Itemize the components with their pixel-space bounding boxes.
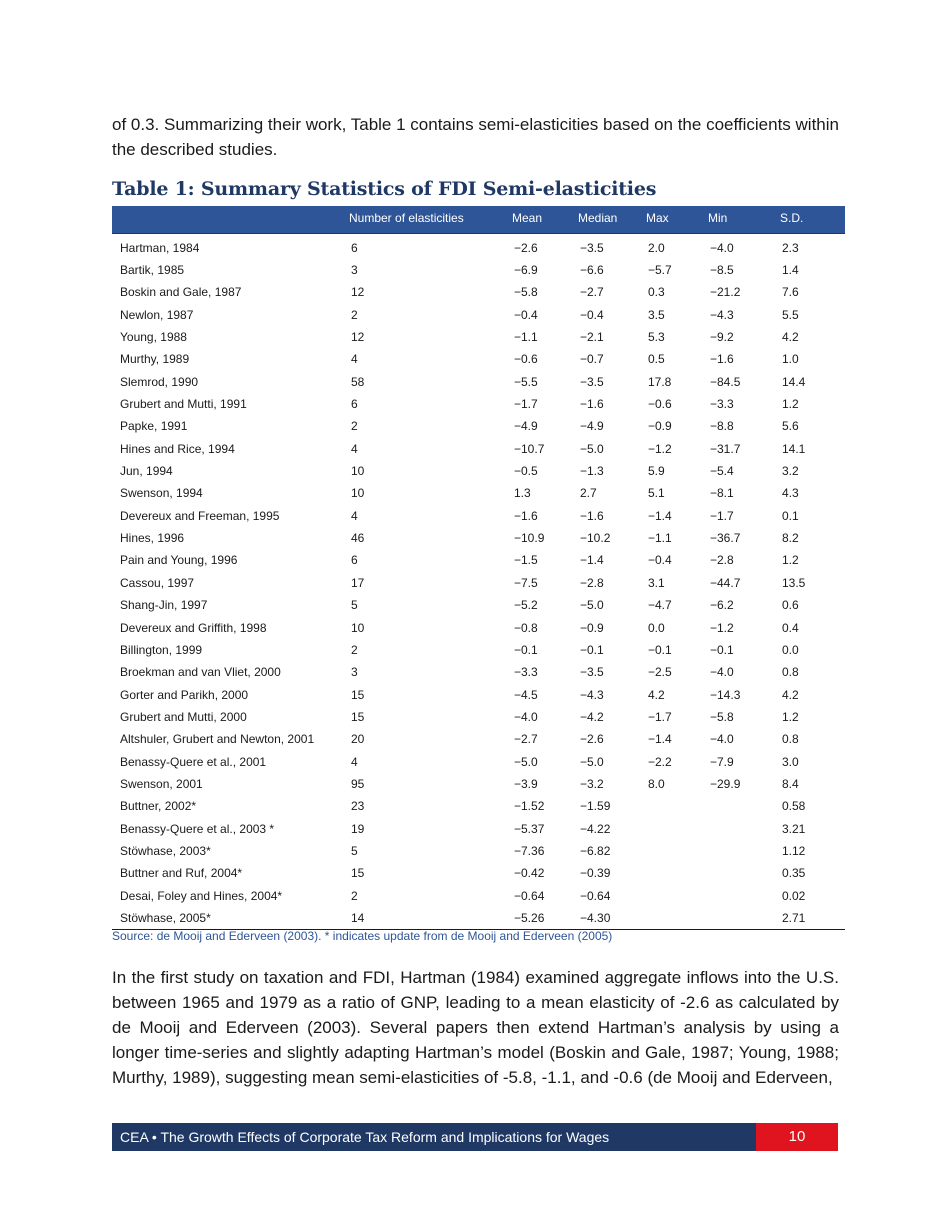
header-sd: S.D. [780, 211, 804, 226]
cell-median: −10.2 [580, 531, 611, 546]
cell-sd: 1.2 [782, 397, 799, 412]
cell-mean: −5.26 [514, 910, 545, 925]
cell-number: 6 [351, 240, 358, 255]
cell-study: Grubert and Mutti, 1991 [120, 397, 247, 412]
cell-median: −0.64 [580, 888, 611, 903]
cell-mean: −1.7 [514, 397, 538, 412]
cell-median: −4.30 [580, 910, 611, 925]
cell-mean: −0.64 [514, 888, 545, 903]
cell-max: −2.5 [648, 665, 672, 680]
cell-study: Billington, 1999 [120, 642, 203, 657]
cell-sd: 1.2 [782, 553, 799, 568]
header-number: Number of elasticities [349, 211, 464, 226]
cell-study: Young, 1988 [120, 330, 187, 345]
cell-min: −29.9 [710, 776, 741, 791]
cell-sd: 4.2 [782, 687, 799, 702]
cell-number: 58 [351, 374, 365, 389]
cell-sd: 1.12 [782, 843, 806, 858]
cell-min: −4.0 [710, 732, 734, 747]
cell-study: Buttner, 2002* [120, 799, 197, 814]
cell-median: −2.7 [580, 285, 604, 300]
cell-study: Hines, 1996 [120, 531, 185, 546]
table-row [112, 259, 845, 281]
cell-min: −4.0 [710, 240, 734, 255]
table-row [112, 527, 845, 549]
cell-sd: 0.0 [782, 642, 799, 657]
cell-study: Swenson, 2001 [120, 776, 203, 791]
table-row [112, 639, 845, 661]
header-median: Median [578, 211, 618, 226]
cell-number: 4 [351, 508, 358, 523]
cell-study: Gorter and Parikh, 2000 [120, 687, 249, 702]
table-row [112, 281, 845, 303]
cell-sd: 7.6 [782, 285, 799, 300]
cell-median: −1.3 [580, 464, 604, 479]
cell-mean: −3.3 [514, 665, 538, 680]
cell-max [640, 817, 702, 839]
table-row [112, 233, 845, 259]
header-study [112, 206, 343, 233]
cell-max: 8.0 [648, 776, 665, 791]
cell-number: 3 [351, 263, 358, 278]
cell-study: Devereux and Griffith, 1998 [120, 620, 267, 635]
header-min: Min [708, 211, 728, 226]
cell-sd: 0.4 [782, 620, 799, 635]
cell-min: −1.2 [710, 620, 734, 635]
table-body [112, 233, 845, 930]
cell-study: Broekman and van Vliet, 2000 [120, 665, 281, 680]
cell-sd: 0.6 [782, 598, 799, 613]
cell-mean: −0.8 [514, 620, 538, 635]
cell-median: 2.7 [580, 486, 597, 501]
cell-median: −1.4 [580, 553, 604, 568]
cell-number: 23 [351, 799, 365, 814]
cell-median: −4.2 [580, 709, 604, 724]
cell-sd: 3.0 [782, 754, 799, 769]
cell-min: −84.5 [710, 374, 741, 389]
table-row [112, 371, 845, 393]
table-row [112, 706, 845, 728]
cell-sd: 5.6 [782, 419, 799, 434]
cell-study: Stöwhase, 2003* [120, 843, 211, 858]
table-row [112, 572, 845, 594]
cell-median: −2.8 [580, 575, 604, 590]
cell-sd: 1.4 [782, 263, 799, 278]
cell-max: −1.7 [648, 709, 672, 724]
cell-number: 12 [351, 285, 365, 300]
cell-study: Hartman, 1984 [120, 240, 200, 255]
cell-number: 15 [351, 709, 365, 724]
table-row [112, 661, 845, 683]
cell-sd: 0.58 [782, 799, 806, 814]
cell-max: −1.4 [648, 732, 672, 747]
cell-max [640, 884, 702, 906]
cell-max [640, 840, 702, 862]
table-row [112, 505, 845, 527]
body-paragraph-bottom: In the first study on taxation and FDI, Hartman (1984) examined aggregate inflows into the U.S. between 1965 and 1979 as a ratio of GNP, leading to a mean elasticity of -2.6 as calculated by de Mooij and Ederveen (2003). Several papers then extend Hartman’s analysis by using a longer time-series and slightly adapting Hartman’s model (Boskin and Gale, 1987; Young, 1988; Murthy, 1989), suggesting mean semi-elasticities of -5.8, -1.1, and -0.6 (de Mooij and Ederveen, [112, 968, 839, 1087]
header-mean: Mean [512, 211, 543, 226]
cell-mean: −2.7 [514, 732, 538, 747]
cell-study: Papke, 1991 [120, 419, 188, 434]
cell-study: Jun, 1994 [120, 464, 173, 479]
cell-number: 10 [351, 620, 365, 635]
cell-sd: 4.3 [782, 486, 799, 501]
cell-min [702, 817, 774, 839]
cell-min: −14.3 [710, 687, 741, 702]
cell-number: 2 [351, 888, 358, 903]
cell-study: Murthy, 1989 [120, 352, 190, 367]
cell-max [640, 862, 702, 884]
table-row [112, 438, 845, 460]
body-paragraph-top: of 0.3. Summarizing their work, Table 1 contains semi-elasticities based on the coefficients within the described studies. [112, 115, 839, 159]
cell-study: Hines and Rice, 1994 [120, 441, 235, 456]
table-row [112, 817, 845, 839]
cell-median: −3.5 [580, 374, 604, 389]
cell-max: 5.3 [648, 330, 665, 345]
cell-min: −1.7 [710, 508, 734, 523]
cell-number: 10 [351, 486, 365, 501]
cell-number: 14 [351, 910, 365, 925]
cell-mean: −2.6 [514, 240, 538, 255]
cell-min: −3.3 [710, 397, 734, 412]
cell-number: 20 [351, 732, 365, 747]
cell-median: −4.22 [580, 821, 611, 836]
cell-mean: −5.5 [514, 374, 538, 389]
cell-min [702, 840, 774, 862]
cell-mean: −4.5 [514, 687, 538, 702]
cell-study: Bartik, 1985 [120, 263, 185, 278]
cell-mean: −5.37 [514, 821, 545, 836]
cell-number: 2 [351, 642, 358, 657]
cell-min: −8.5 [710, 263, 734, 278]
table-row [112, 884, 845, 906]
cell-mean: −3.9 [514, 776, 538, 791]
cell-sd: 14.1 [782, 441, 806, 456]
table-row [112, 482, 845, 504]
cell-max: 4.2 [648, 687, 665, 702]
cell-max [640, 795, 702, 817]
cell-max [640, 907, 702, 930]
cell-mean: −1.6 [514, 508, 538, 523]
cell-max: 17.8 [648, 374, 672, 389]
cell-study: Cassou, 1997 [120, 575, 195, 590]
cell-median: −5.0 [580, 441, 604, 456]
cell-number: 12 [351, 330, 365, 345]
cell-max: −0.1 [648, 642, 672, 657]
cell-median: −0.9 [580, 620, 604, 635]
table-row [112, 728, 845, 750]
table-row [112, 594, 845, 616]
table-row [112, 415, 845, 437]
cell-study: Slemrod, 1990 [120, 374, 199, 389]
cell-mean: −5.2 [514, 598, 538, 613]
cell-mean: −0.42 [514, 866, 545, 881]
cell-max: −1.1 [648, 531, 672, 546]
table-source-note: Source: de Mooij and Ederveen (2003). * indicates update from de Mooij and Ederveen (2005) [112, 929, 613, 943]
cell-median: −2.1 [580, 330, 604, 345]
cell-mean: −5.0 [514, 754, 538, 769]
cell-sd: 0.35 [782, 866, 806, 881]
cell-sd: 5.5 [782, 307, 799, 322]
cell-max: 2.0 [648, 240, 665, 255]
cell-study: Altshuler, Grubert and Newton, 2001 [120, 732, 315, 747]
table-row [112, 750, 845, 772]
cell-number: 10 [351, 464, 365, 479]
cell-number: 6 [351, 397, 358, 412]
cell-sd: 1.2 [782, 709, 799, 724]
cell-median: −1.59 [580, 799, 611, 814]
cell-number: 15 [351, 866, 365, 881]
cell-max: 0.5 [648, 352, 665, 367]
cell-mean: −5.8 [514, 285, 538, 300]
cell-max: 0.0 [648, 620, 665, 635]
cell-mean: −1.5 [514, 553, 538, 568]
cell-mean: −6.9 [514, 263, 538, 278]
cell-mean: −4.9 [514, 419, 538, 434]
cell-max: −4.7 [648, 598, 672, 613]
cell-min: −36.7 [710, 531, 741, 546]
cell-number: 15 [351, 687, 365, 702]
cell-mean: −4.0 [514, 709, 538, 724]
cell-median: −3.5 [580, 240, 604, 255]
table-row [112, 393, 845, 415]
cell-number: 95 [351, 776, 365, 791]
cell-sd: 2.71 [782, 910, 806, 925]
cell-sd: 4.2 [782, 330, 799, 345]
cell-median: −2.6 [580, 732, 604, 747]
table-row [112, 683, 845, 705]
cell-study: Swenson, 1994 [120, 486, 203, 501]
cell-max: −0.6 [648, 397, 672, 412]
cell-min: −9.2 [710, 330, 734, 345]
cell-min: −1.6 [710, 352, 734, 367]
table-row [112, 840, 845, 862]
cell-mean: −10.7 [514, 441, 545, 456]
cell-median: −0.1 [580, 642, 604, 657]
cell-min: −0.1 [710, 642, 734, 657]
cell-max: −1.2 [648, 441, 672, 456]
cell-study: Stöwhase, 2005* [120, 910, 211, 925]
cell-median: −1.6 [580, 397, 604, 412]
cell-study: Benassy-Quere et al., 2001 [120, 754, 267, 769]
cell-mean: 1.3 [514, 486, 531, 501]
cell-max: 5.9 [648, 464, 665, 479]
cell-study: Grubert and Mutti, 2000 [120, 709, 247, 724]
cell-min: −5.4 [710, 464, 734, 479]
table-header-row [112, 206, 845, 233]
cell-mean: −0.6 [514, 352, 538, 367]
cell-median: −5.0 [580, 754, 604, 769]
cell-sd: 0.1 [782, 508, 799, 523]
cell-sd: 0.8 [782, 665, 799, 680]
table-row [112, 326, 845, 348]
cell-median: −6.82 [580, 843, 611, 858]
cell-min: −6.2 [710, 598, 734, 613]
cell-number: 4 [351, 441, 358, 456]
table-row [112, 549, 845, 571]
cell-min: −4.3 [710, 307, 734, 322]
cell-min: −21.2 [710, 285, 741, 300]
cell-max: −0.9 [648, 419, 672, 434]
cell-min: −4.0 [710, 665, 734, 680]
cell-min [702, 795, 774, 817]
table-title: Table 1: Summary Statistics of FDI Semi-elasticities [112, 178, 657, 200]
cell-max: −1.4 [648, 508, 672, 523]
cell-number: 3 [351, 665, 358, 680]
cell-sd: 0.02 [782, 888, 806, 903]
cell-max: 3.1 [648, 575, 665, 590]
table-row [112, 773, 845, 795]
cell-median: −3.5 [580, 665, 604, 680]
cell-median: −0.7 [580, 352, 604, 367]
cell-number: 2 [351, 307, 358, 322]
cell-max: −5.7 [648, 263, 672, 278]
cell-number: 2 [351, 419, 358, 434]
cell-sd: 8.2 [782, 531, 799, 546]
cell-median: −0.39 [580, 866, 611, 881]
cell-mean: −0.1 [514, 642, 538, 657]
table-row [112, 795, 845, 817]
cell-number: 4 [351, 754, 358, 769]
cell-sd: 1.0 [782, 352, 799, 367]
cell-number: 5 [351, 843, 358, 858]
table-row [112, 460, 845, 482]
cell-mean: −1.1 [514, 330, 538, 345]
table-row [112, 348, 845, 370]
cell-max: 0.3 [648, 285, 665, 300]
cell-study: Desai, Foley and Hines, 2004* [120, 888, 283, 903]
footer-bar: CEA • The Growth Effects of Corporate Tax Reform and Implications for Wages [112, 1123, 756, 1151]
table-row [112, 616, 845, 638]
page-number: 10 [756, 1123, 838, 1151]
cell-mean: −0.5 [514, 464, 538, 479]
cell-sd: 3.2 [782, 464, 799, 479]
table-row [112, 862, 845, 884]
cell-min [702, 884, 774, 906]
cell-sd: 3.21 [782, 821, 806, 836]
cell-median: −5.0 [580, 598, 604, 613]
cell-max: 3.5 [648, 307, 665, 322]
cell-max: −0.4 [648, 553, 672, 568]
cell-sd: 14.4 [782, 374, 806, 389]
cell-sd: 13.5 [782, 575, 806, 590]
cell-study: Newlon, 1987 [120, 307, 194, 322]
cell-median: −6.6 [580, 263, 604, 278]
table-row [112, 907, 845, 930]
cell-study: Benassy-Quere et al., 2003 * [120, 821, 275, 836]
cell-min: −5.8 [710, 709, 734, 724]
cell-number: 46 [351, 531, 365, 546]
cell-min [702, 907, 774, 930]
cell-median: −3.2 [580, 776, 604, 791]
cell-median: −1.6 [580, 508, 604, 523]
cell-max: 5.1 [648, 486, 665, 501]
cell-number: 5 [351, 598, 358, 613]
cell-study: Buttner and Ruf, 2004* [120, 866, 243, 881]
cell-number: 4 [351, 352, 358, 367]
cell-number: 17 [351, 575, 365, 590]
cell-sd: 0.8 [782, 732, 799, 747]
cell-min: −31.7 [710, 441, 741, 456]
cell-mean: −7.36 [514, 843, 545, 858]
cell-number: 6 [351, 553, 358, 568]
header-max: Max [646, 211, 669, 226]
cell-study: Pain and Young, 1996 [120, 553, 238, 568]
cell-min: −8.8 [710, 419, 734, 434]
cell-min: −7.9 [710, 754, 734, 769]
cell-study: Boskin and Gale, 1987 [120, 285, 242, 300]
cell-sd: 8.4 [782, 776, 799, 791]
cell-mean: −0.4 [514, 307, 538, 322]
cell-min: −2.8 [710, 553, 734, 568]
cell-min: −44.7 [710, 575, 741, 590]
cell-study: Shang-Jin, 1997 [120, 598, 208, 613]
cell-mean: −7.5 [514, 575, 538, 590]
cell-median: −0.4 [580, 307, 604, 322]
cell-max: −2.2 [648, 754, 672, 769]
cell-mean: −10.9 [514, 531, 545, 546]
cell-study: Devereux and Freeman, 1995 [120, 508, 280, 523]
cell-sd: 2.3 [782, 240, 799, 255]
summary-table [112, 206, 845, 930]
cell-min: −8.1 [710, 486, 734, 501]
cell-median: −4.9 [580, 419, 604, 434]
table-row [112, 304, 845, 326]
cell-mean: −1.52 [514, 799, 545, 814]
cell-number: 19 [351, 821, 365, 836]
cell-min [702, 862, 774, 884]
cell-median: −4.3 [580, 687, 604, 702]
